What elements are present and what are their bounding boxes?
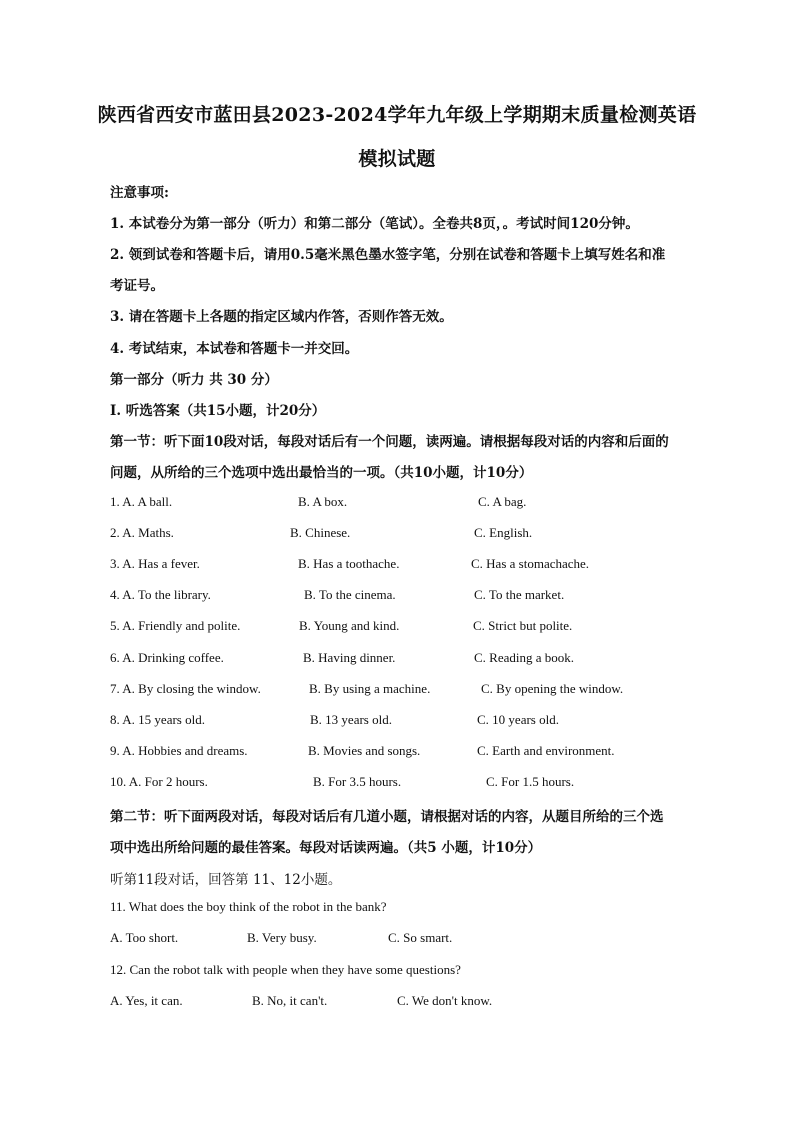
q11-stem: 11. What does the boy think of the robot in the bank? bbox=[110, 899, 387, 914]
q8-option-a: 8. A. 15 years old. bbox=[110, 712, 205, 727]
q11-option-c: C. So smart. bbox=[388, 930, 453, 945]
q9-option-c: C. Earth and environment. bbox=[477, 743, 615, 758]
section2-instructions-b: 项中选出所给问题的最佳答案。每段对话读两遍。（共5 小题，计10分） bbox=[110, 840, 542, 856]
q2-option-b: B. Chinese. bbox=[290, 525, 351, 540]
note-item-4: 4. 考试结束，本试卷和答题卡一并交回。 bbox=[110, 341, 359, 357]
q11-option-a: A. Too short. bbox=[110, 930, 179, 945]
q12-option-a: A. Yes, it can. bbox=[110, 993, 183, 1008]
q3-option-b: B. Has a toothache. bbox=[298, 556, 400, 571]
section1-instructions-b: 问题，从所给的三个选项中选出最恰当的一项。（共10小题，计10分） bbox=[110, 465, 533, 481]
q8-option-c: C. 10 years old. bbox=[477, 712, 559, 727]
q4-option-b: B. To the cinema. bbox=[304, 587, 396, 602]
notes-heading: 注意事项: bbox=[110, 185, 169, 201]
q12-stem: 12. Can the robot talk with people when they have some questions? bbox=[110, 962, 461, 977]
q12-option-c: C. We don't know. bbox=[397, 993, 493, 1008]
q7-option-c: C. By opening the window. bbox=[481, 681, 624, 696]
q1-option-b: B. A box. bbox=[298, 494, 348, 509]
q8-option-b: B. 13 years old. bbox=[310, 712, 392, 727]
q7-option-a: 7. A. By closing the window. bbox=[110, 681, 261, 696]
page-title-line1: 陕西省西安市蓝田县2023-2024学年九年级上学期期末质量检测英语 bbox=[97, 104, 697, 126]
note-item-2a: 2. 领到试卷和答题卡后，请用0.5毫米黑色墨水签字笔，分别在试卷和答题卡上填写姓名和准 bbox=[110, 247, 666, 263]
q6-option-c: C. Reading a book. bbox=[474, 650, 575, 665]
q6-option-b: B. Having dinner. bbox=[303, 650, 396, 665]
q5-option-b: B. Young and kind. bbox=[299, 618, 400, 633]
q9-option-a: 9. A. Hobbies and dreams. bbox=[110, 743, 248, 758]
q5-option-c: C. Strict but polite. bbox=[473, 618, 573, 633]
q9-option-b: B. Movies and songs. bbox=[308, 743, 421, 758]
q4-option-a: 4. A. To the library. bbox=[110, 587, 211, 602]
q2-option-a: 2. A. Maths. bbox=[110, 525, 174, 540]
part1-heading: 第一部分（听力 共 30 分） bbox=[110, 372, 278, 388]
q10-option-b: B. For 3.5 hours. bbox=[313, 774, 402, 789]
note-item-2b: 考证号。 bbox=[110, 278, 164, 294]
q10-option-a: 10. A. For 2 hours. bbox=[110, 774, 208, 789]
q4-option-c: C. To the market. bbox=[474, 587, 565, 602]
q3-option-a: 3. A. Has a fever. bbox=[110, 556, 200, 571]
q5-option-a: 5. A. Friendly and polite. bbox=[110, 618, 241, 633]
q12-option-b: B. No, it can't. bbox=[252, 993, 328, 1008]
q10-option-c: C. For 1.5 hours. bbox=[486, 774, 575, 789]
q3-option-c: C. Has a stomachache. bbox=[471, 556, 590, 571]
section2-instructions-a: 第二节：听下面两段对话，每段对话后有几道小题，请根据对话的内容，从题目所给的三个选 bbox=[110, 809, 664, 825]
q1-option-c: C. A bag. bbox=[478, 494, 527, 509]
section1-instructions-a: 第一节：听下面10段对话，每段对话后有一个问题，读两遍。请根据每段对话的内容和后面的 bbox=[110, 434, 669, 450]
q7-option-b: B. By using a machine. bbox=[309, 681, 431, 696]
q1-option-a: 1. A. A ball. bbox=[110, 494, 173, 509]
note-item-3: 3. 请在答题卡上各题的指定区域内作答，否则作答无效。 bbox=[110, 309, 453, 325]
note-item-1: 1. 本试卷分为第一部分（听力）和第二部分（笔试）。全卷共8页，。考试时间120分钟。 bbox=[110, 216, 639, 232]
q2-option-c: C. English. bbox=[474, 525, 533, 540]
section1-heading: Ⅰ. 听选答案（共15小题，计20分） bbox=[110, 403, 326, 419]
dialog-11-instruction: 听第11段对话，回答第 11、12小题。 bbox=[110, 872, 342, 888]
q6-option-a: 6. A. Drinking coffee. bbox=[110, 650, 224, 665]
q11-option-b: B. Very busy. bbox=[247, 930, 317, 945]
page-title-line2: 模拟试题 bbox=[358, 148, 436, 170]
